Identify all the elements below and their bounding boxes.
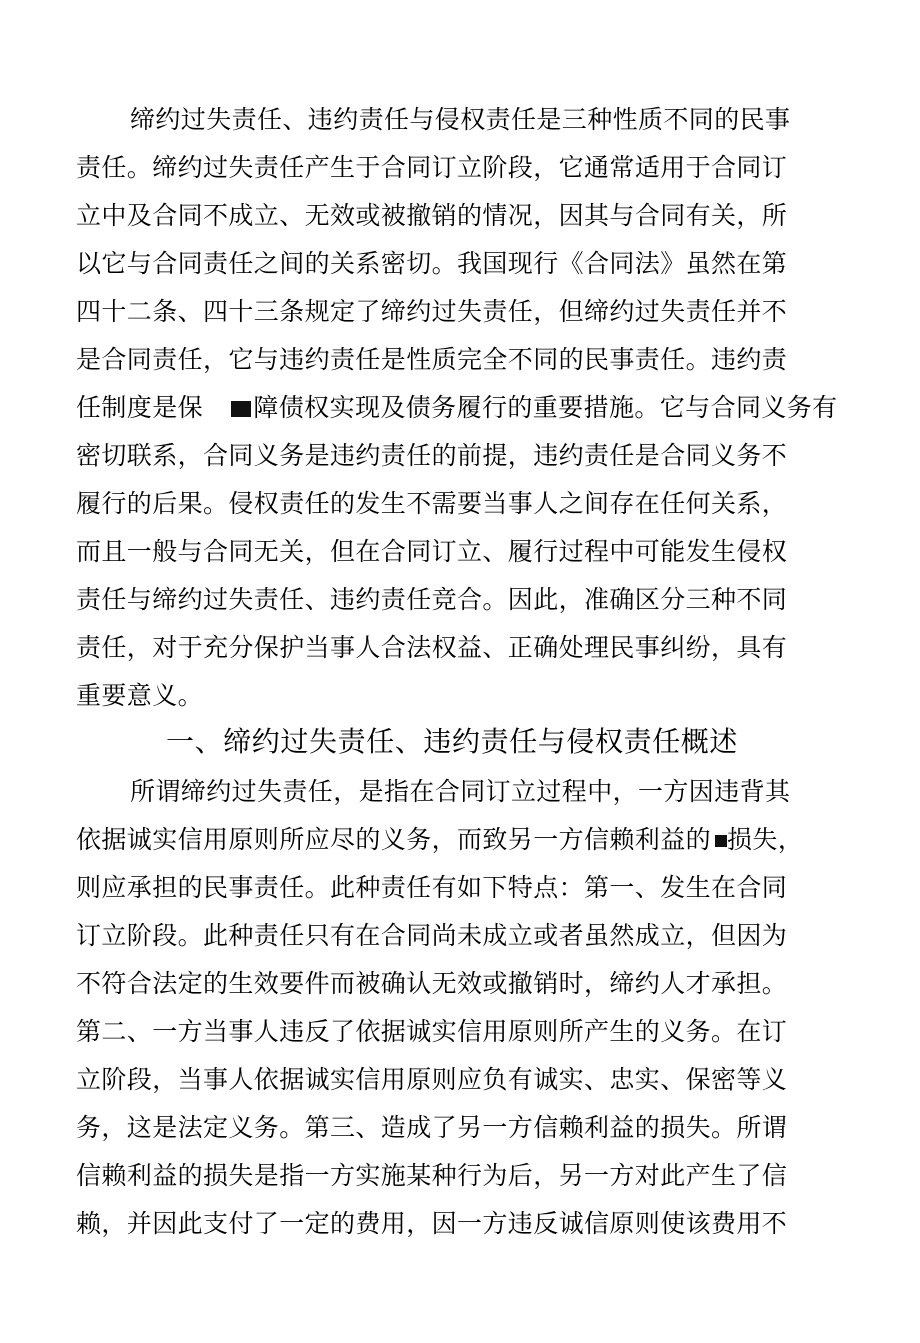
- paragraph-line-7: [76, 392, 838, 424]
- paragraph-line-1: 缔约过失责任、违约责任与侵权责任是三种性质不同的民事: [130, 105, 791, 134]
- paragraph-line-21: 立阶段，当事人依据诚实信用原则应负有诚实、忠实、保密等义: [76, 1065, 788, 1094]
- paragraph-line-5: 四十二条、四十三条规定了缔约过失责任，但缔约过失责任并不: [76, 297, 788, 326]
- scan-artifact-mark: [231, 401, 251, 417]
- paragraph-line-12: 责任，对于充分保护当事人合法权益、正确处理民事纠纷，具有: [76, 633, 788, 662]
- scan-artifact-mark-2: [715, 835, 727, 847]
- paragraph-line-4: 以它与合同责任之间的关系密切。我国现行《合同法》虽然在第: [76, 249, 788, 278]
- section-heading: 一、缔约过失责任、违约责任与侵权责任概述: [166, 725, 739, 758]
- paragraph-line-13: 重要意义。: [76, 681, 204, 710]
- paragraph-line-19: 不符合法定的生效要件而被确认无效或撤销时，缔约人才承担。: [76, 969, 788, 998]
- paragraph-line-8: 密切联系，合同义务是违约责任的前提，违约责任是合同义务不: [76, 441, 788, 470]
- paragraph-line-2: 责任。缔约过失责任产生于合同订立阶段，它通常适用于合同订: [76, 153, 788, 182]
- line-7-prefix: 任制度是保: [76, 393, 204, 422]
- paragraph-line-15: 所谓缔约过失责任，是指在合同订立过程中，一方因违背其: [130, 777, 791, 806]
- paragraph-line-23: 信赖利益的损失是指一方实施某种行为后，另一方对此产生了信: [76, 1161, 788, 1190]
- paragraph-line-16: [76, 824, 803, 856]
- paragraph-line-17: 则应承担的民事责任。此种责任有如下特点：第一、发生在合同: [76, 873, 788, 902]
- paragraph-line-6: 是合同责任，它与违约责任是性质完全不同的民事责任。违约责: [76, 345, 788, 374]
- paragraph-line-3: 立中及合同不成立、无效或被撤销的情况，因其与合同有关，所: [76, 201, 788, 230]
- paragraph-line-9: 履行的后果。侵权责任的发生不需要当事人之间存在任何关系，: [76, 489, 788, 518]
- paragraph-line-18: 订立阶段。此种责任只有在合同尚未成立或者虽然成立，但因为: [76, 921, 788, 950]
- paragraph-line-24: 赖，并因此支付了一定的费用，因一方违反诚信原则使该费用不: [76, 1209, 788, 1238]
- line-16-tail: 损失，: [727, 825, 804, 854]
- paragraph-line-10: 而且一般与合同无关，但在合同订立、履行过程中可能发生侵权: [76, 537, 788, 566]
- paragraph-line-22: 务，这是法定义务。第三、造成了另一方信赖利益的损失。所谓: [76, 1113, 788, 1142]
- line-7-suffix: 障债权实现及债务履行的重要措施。它与合同义务有: [253, 393, 838, 422]
- paragraph-line-11: 责任与缔约过失责任、违约责任竞合。因此，准确区分三种不同: [76, 585, 788, 614]
- line-16-text: 依据诚实信用原则所应尽的义务，而致另一方信赖利益的: [76, 825, 712, 854]
- paragraph-line-20: 第二、一方当事人违反了依据诚实信用原则所产生的义务。在订: [76, 1017, 788, 1046]
